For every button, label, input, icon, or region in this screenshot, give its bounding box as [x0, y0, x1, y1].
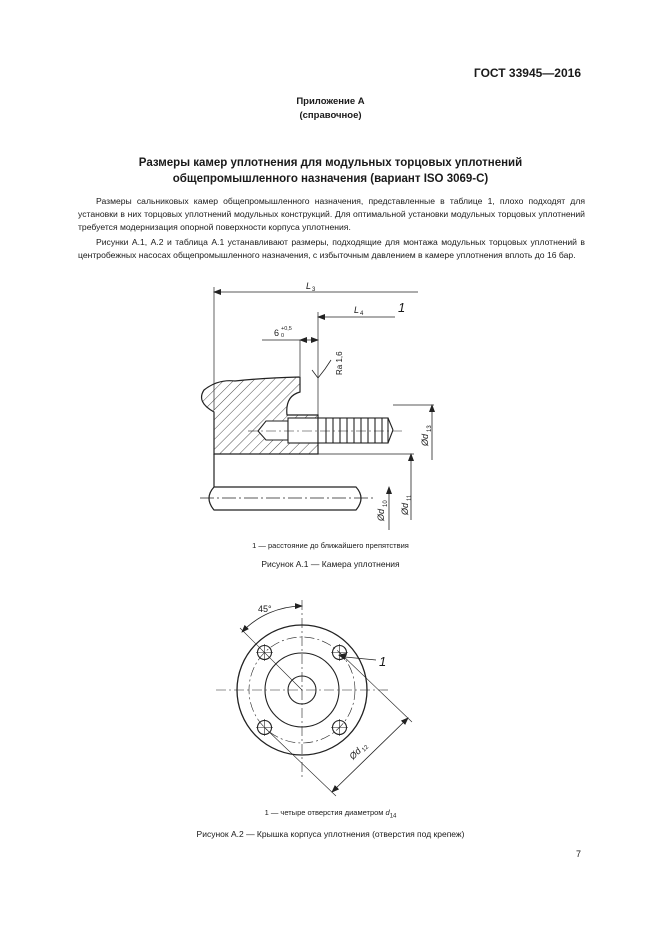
figure-a2-note-d: d [385, 808, 390, 817]
figure-a2-note-text: 1 — четыре отверстия диаметром [264, 808, 384, 817]
tolerance-upper: +0,5 [281, 326, 292, 332]
dim-l3-sub: 3 [312, 287, 316, 293]
roughness-label: Ra 1,6 [335, 351, 344, 375]
page-number: 7 [575, 849, 581, 859]
figure-a2-note [0, 808, 661, 820]
dim-d13-label: Ød [420, 433, 430, 446]
title-line-1: Размеры камер уплотнения для модульных торцовых уплотнений [138, 157, 523, 169]
dim-d12-label: Ød [347, 745, 363, 762]
dim-l3-label: L [306, 281, 312, 291]
figure-a1-caption: Рисунок А.1 — Камера уплотнения [261, 559, 400, 569]
paragraph-1: Размеры сальниковых камер общепромышленного назначения, представленные в таблице 1, плохо подходят для установки в них торцовых уплотнений модульных конструкций. Для оптимальной установки модульных торцовых уплотнений требуется модернизация опорной поверхности корпуса уплотнения. [78, 196, 585, 232]
dim-d12-sub: 12 [361, 744, 371, 754]
figure-a2-note-sub: 14 [389, 813, 397, 820]
appendix-label: Приложение А [296, 96, 365, 107]
dim-d13-sub: 13 [427, 425, 433, 432]
standard-number: ГОСТ 33945—2016 [473, 66, 581, 80]
callout-1-fig2: 1 [379, 654, 387, 669]
stud [258, 418, 393, 443]
dim-d11-sub: 11 [407, 494, 413, 501]
dim-l4-sub: 4 [360, 311, 364, 317]
tolerance-lower: 0 [281, 333, 285, 339]
shaft [209, 487, 361, 510]
dim-six-label: 6 [274, 328, 280, 338]
title-line-2: общепромышленного назначения (вариант ISO 3069-С) [172, 173, 489, 185]
paragraph-2: Рисунки А.1, А.2 и таблица А.1 устанавливают размеры, подходящие для монтажа модульных торцовых уплотнений в центробежных насосах общепромышленного назначения, с избыточным давлением в камере уплотнения вплоть до 16 бар. [78, 237, 585, 260]
figure-a2-flange [216, 600, 412, 796]
angle-45-label: 45° [258, 604, 272, 614]
dim-d10-label: Ød [376, 508, 386, 521]
dim-l4-label: L [354, 305, 360, 315]
figure-a2-caption: Рисунок А.2 — Крышка корпуса уплотнения (отверстия под крепеж) [196, 829, 465, 839]
dim-d10-sub: 10 [383, 500, 389, 507]
appendix-type: (справочное) [299, 110, 362, 121]
dim-d11-label: Ød [400, 502, 410, 515]
figure-a1-note: 1 — расстояние до ближайшего препятствия [252, 541, 409, 550]
callout-1-fig1: 1 [398, 300, 406, 315]
